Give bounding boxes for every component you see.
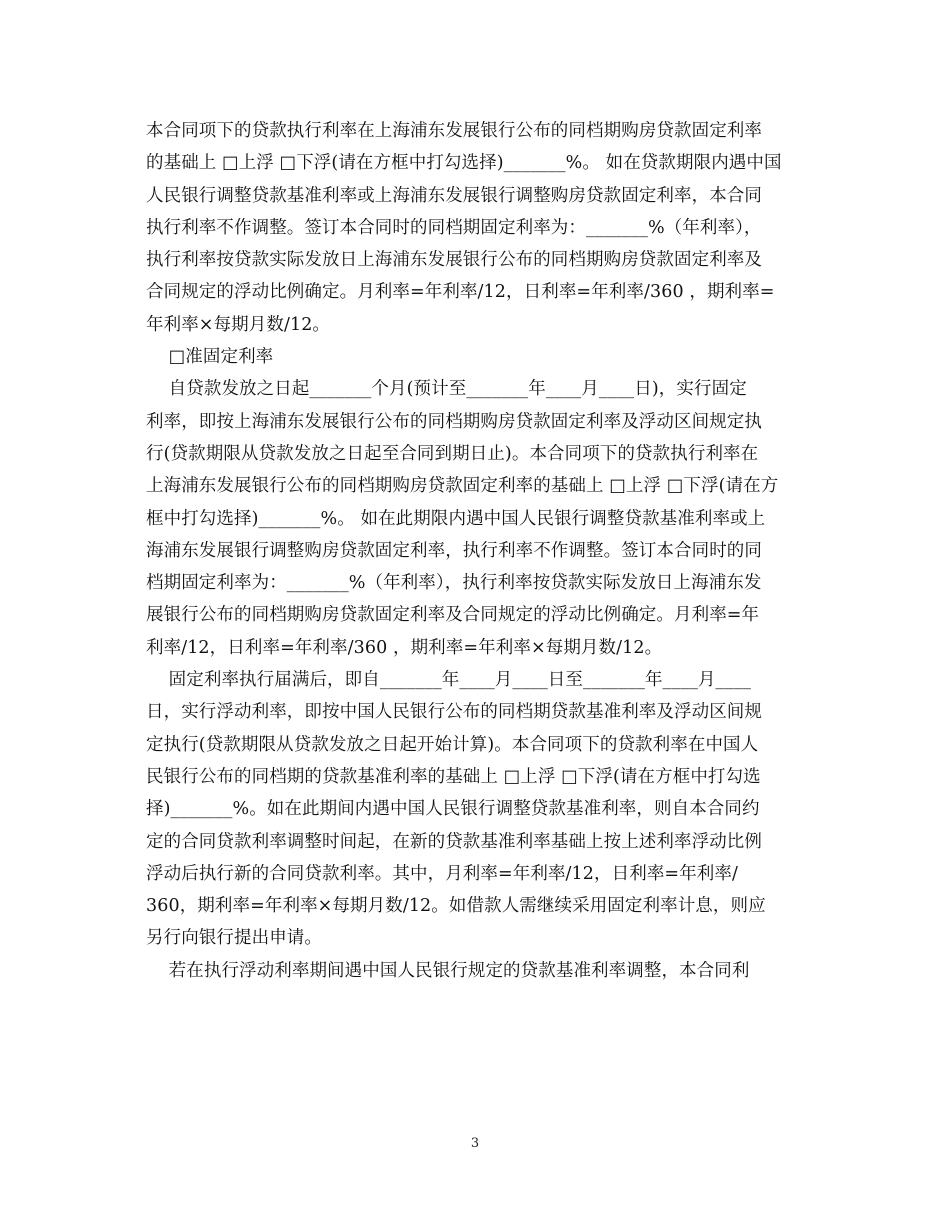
text-line: 固定利率执行届满后，即自_______年____月____日至_______年____月____ <box>146 670 751 691</box>
text-line: 定执行(贷款期限从贷款发放之日起开始计算)。本合同项下的贷款利率在中国人 <box>146 734 759 755</box>
text-line: 的基础上 □上浮 □下浮(请在方框中打勾选择)_______%。 如在贷款期限内遇中国 <box>146 153 782 174</box>
text-line: 框中打勾选择)_______%。 如在此期限内遇中国人民银行调整贷款基准利率或上 <box>146 508 766 529</box>
text-line: 海浦东发展银行调整购房贷款固定利率，执行利率不作调整。签订本合同时的同 <box>146 540 762 561</box>
text-line: 人民银行调整贷款基准利率或上海浦东发展银行调整购房贷款固定利率，本合同 <box>146 185 762 206</box>
text-line: 若在执行浮动利率期间遇中国人民银行规定的贷款基准利率调整，本合同利 <box>146 960 750 981</box>
text-line: 本合同项下的贷款执行利率在上海浦东发展银行公布的同档期购房贷款固定利率 <box>146 121 762 141</box>
text-line: 行(贷款期限从贷款发放之日起至合同到期日止)。本合同项下的贷款执行利率在 <box>146 443 759 464</box>
text-line: 年利率×每期月数/12。 <box>146 314 331 335</box>
text-line: 择)_______%。如在此期间内遇中国人民银行调整贷款基准利率，则自本合同约 <box>146 799 760 820</box>
text-line: 执行利率不作调整。签订本合同时的同档期固定利率为：_______%（年利率）， <box>146 217 762 238</box>
text-line: 浮动后执行新的合同贷款利率。其中，月利率=年利率/12，日利率=年利率/ <box>146 863 738 884</box>
text-line: 上海浦东发展银行公布的同档期购房贷款固定利率的基础上 □上浮 □下浮(请在方 <box>146 476 779 497</box>
text-line: 执行利率按贷款实际发放日上海浦东发展银行公布的同档期购房贷款固定利率及 <box>146 250 762 271</box>
text-line: 360，期利率=年利率×每期月数/12。如借款人需继续采用固定利率计息，则应 <box>146 896 766 917</box>
text-line: 另行向银行提出申请。 <box>146 928 322 949</box>
text-line: 合同规定的浮动比例确定。月利率=年利率/12，日利率=年利率/360 ，期利率= <box>146 282 775 303</box>
text-line: 自贷款发放之日起_______个月(预计至_______年____月____日)，实行固定 <box>146 379 747 400</box>
text-line: 档期固定利率为：_______%（年利率），执行利率按贷款实际发放日上海浦东发 <box>146 573 762 594</box>
text-line: 日，实行浮动利率，即按中国人民银行公布的同档期贷款基准利率及浮动区间规 <box>146 702 762 723</box>
text-line: 利率/12，日利率=年利率/360 ，期利率=年利率×每期月数/12。 <box>146 637 663 658</box>
text-line: 定的合同贷款利率调整时间起，在新的贷款基准利率基础上按上述利率浮动比例 <box>146 831 762 852</box>
body-text <box>146 117 806 989</box>
page-number: 3 <box>470 1136 480 1151</box>
text-line: 展银行公布的同档期购房贷款固定利率及合同规定的浮动比例确定。月利率=年 <box>146 605 760 626</box>
text-line: 民银行公布的同档期的贷款基准利率的基础上 □上浮 □下浮(请在方框中打勾选 <box>146 766 761 787</box>
text-line: □准固定利率 <box>146 347 274 368</box>
text-line: 利率，即按上海浦东发展银行公布的同档期购房贷款固定利率及浮动区间规定执 <box>146 411 762 432</box>
